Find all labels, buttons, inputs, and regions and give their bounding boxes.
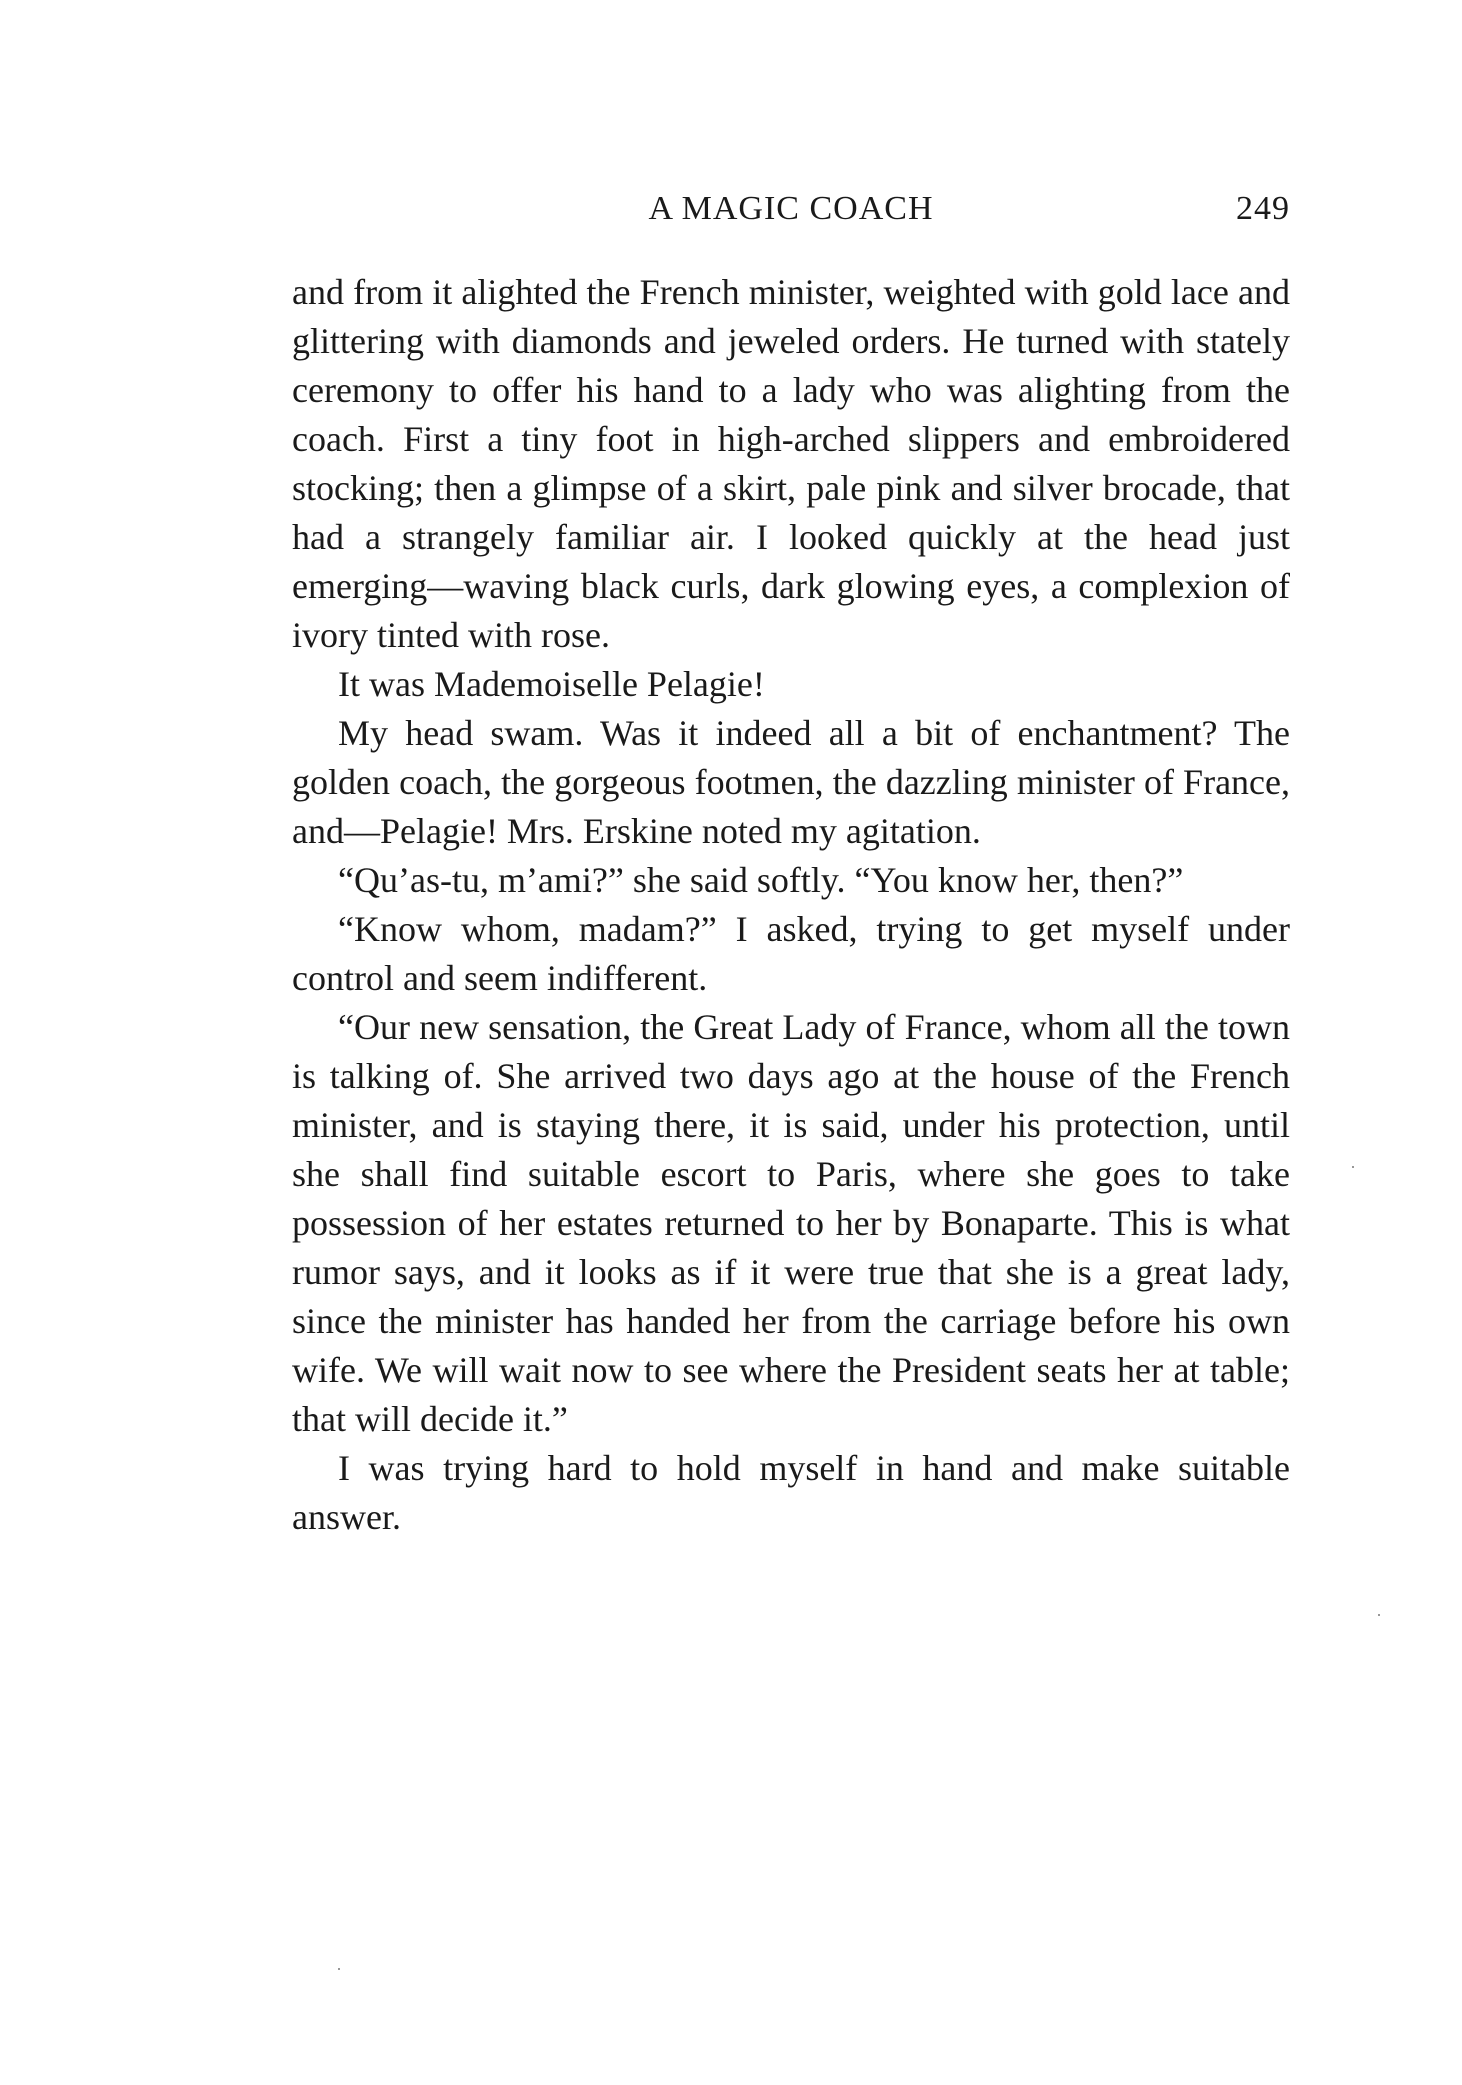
- body-text: [292, 268, 1290, 1542]
- paragraph: “Qu’as-tu, m’ami?” she said softly. “You know her, then?”: [338, 860, 1184, 900]
- paragraph: “Know whom, madam?” I asked, trying to get myself under control and seem indifferent.: [292, 909, 1290, 998]
- paper-speck: [338, 1968, 340, 1970]
- paper-speck: [1378, 1614, 1380, 1616]
- paper-speck: [1352, 1166, 1354, 1168]
- paragraph: It was Mademoiselle Pelagie!: [338, 664, 765, 704]
- running-head: [292, 190, 1290, 240]
- paragraph: My head swam. Was it indeed all a bit of enchantment? The golden coach, the gorgeous footmen, the dazzling minister of France, and—Pelagie! Mrs. Erskine noted my agitation.: [292, 713, 1290, 851]
- paragraph-continued: and from it alighted the French minister, weighted with gold lace and glittering with diamonds and jeweled orders. He turned with stately ceremony to offer his hand to a lady who was alighting from the coach. First a tiny foot in high-arched slippers and embroidered stocking; then a glimpse of a skirt, pale pink and silver brocade, that had a strangely familiar air. I looked quickly at the head just emerging—waving black curls, dark glowing eyes, a complexion of ivory tinted with rose.: [292, 272, 1290, 655]
- page-number: 249: [1236, 190, 1290, 227]
- running-title: A MAGIC COACH: [648, 190, 934, 227]
- paragraph: “Our new sensation, the Great Lady of France, whom all the town is talking of. She arrived two days ago at the house of the French minister, and is staying there, it is said, under his protection, until she shall find suitable escort to Paris, where she goes to take possession of her estates returned to her by Bonaparte. This is what rumor says, and it looks as if it were true that she is a great lady, since the minister has handed her from the carriage before his own wife. We will wait now to see where the President seats her at table; that will decide it.”: [292, 1007, 1290, 1439]
- paragraph: I was trying hard to hold myself in hand and make suitable answer.: [292, 1448, 1290, 1537]
